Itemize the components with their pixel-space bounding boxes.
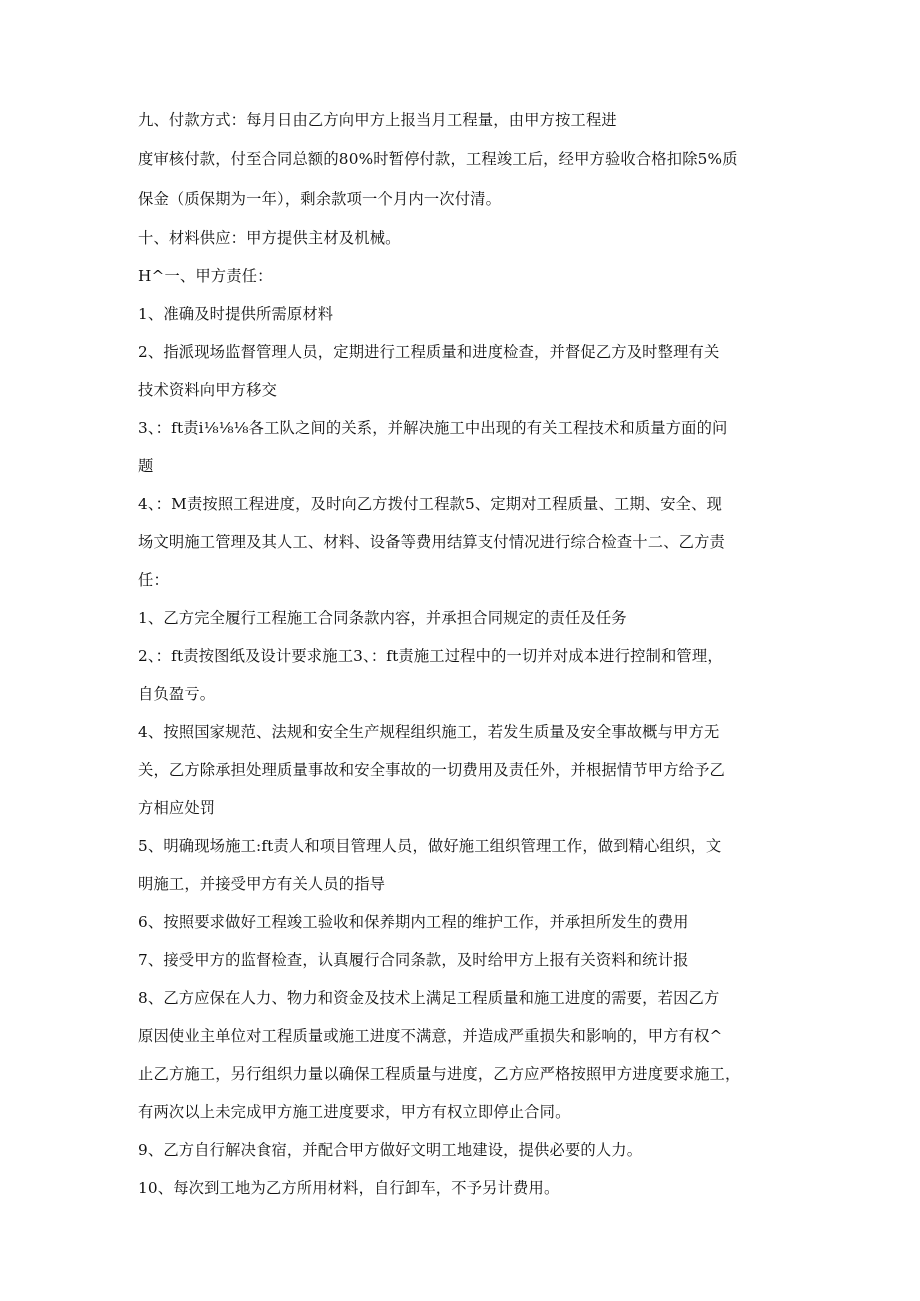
clause-9-payment-line-2: 度审核付款，付至合同总额的80%时暂停付款，工程竣工后，经甲方验收合格扣除5%质 (138, 150, 738, 168)
clause-10-materials: 十、材料供应：甲方提供主材及机械。 (138, 229, 401, 247)
party-b-item-8-line-3: 止乙方施工，另行组织力量以确保工程质量与进度，乙方应严格按照甲方进度要求施工， (138, 1065, 741, 1083)
party-b-item-5-line-1: 5、明确现场施工:ft责人和项目管理人员，做好施工组织管理工作，做到精心组织，文 (138, 837, 722, 855)
party-b-item-6: 6、按照要求做好工程竣工验收和保养期内工程的维护工作，并承担所发生的费用 (138, 913, 689, 931)
party-b-item-4-line-3: 方相应处罚 (138, 799, 216, 817)
party-b-item-8-line-2: 原因使业主单位对工程质量或施工进度不满意，并造成严重损失和影响的，甲方有权^ (138, 1027, 723, 1045)
party-a-item-1: 1、准确及时提供所需原材料 (138, 305, 334, 323)
party-b-item-10: 10、每次到工地为乙方所用材料，自行卸车，不予另计费用。 (138, 1179, 560, 1197)
party-b-item-1: 1、乙方完全履行工程施工合同条款内容，并承担合同规定的责任及任务 (138, 609, 627, 627)
party-a-item-2-line-1: 2、指派现场监督管理人员，定期进行工程质量和进度检查，并督促乙方及时整理有关 (138, 343, 720, 361)
party-a-item-4-line-2: 场文明施工管理及其人工、材料、设备等费用结算支付情况进行综合检查十二、乙方责 (138, 533, 725, 551)
clause-9-payment-line-1: 九、付款方式：每月日由乙方向甲方上报当月工程量，由甲方按工程进 (138, 111, 617, 129)
party-b-item-8-line-1: 8、乙方应保在人力、物力和资金及技术上满足工程质量和施工进度的需要，若因乙方 (138, 989, 720, 1007)
party-b-heading-tail: 任： (138, 571, 169, 589)
party-b-item-4-line-2: 关，乙方除承担处理质量事故和安全事故的一切费用及责任外，并根据情节甲方给予乙 (138, 761, 725, 779)
party-a-item-2-line-2: 技术资料向甲方移交 (138, 381, 278, 399)
party-b-item-2-line-2: 自负盈亏。 (138, 685, 216, 703)
party-b-item-4-line-1: 4、按照国家规范、法规和安全生产规程组织施工，若发生质量及安全事故概与甲方无 (138, 723, 720, 741)
party-a-item-3-line-1: 3、：ft责i⅛⅛⅛各工队之间的关系，并解决施工中出现的有关工程技术和质量方面的问 (138, 419, 728, 437)
party-a-item-3-line-2: 题 (138, 457, 154, 475)
clause-9-payment-line-3: 保金（质保期为一年），剩余款项一个月内一次付清。 (138, 190, 502, 208)
party-b-item-7: 7、接受甲方的监督检查，认真履行合同条款，及时给甲方上报有关资料和统计报 (138, 951, 689, 969)
party-b-item-5-line-2: 明施工，并接受甲方有关人员的指导 (138, 875, 386, 893)
clause-11-heading: H^一、甲方责任： (138, 267, 273, 285)
party-a-item-4-line-1: 4、：M责按照工程进度，及时向乙方拨付工程款5、定期对工程质量、工期、安全、现 (138, 495, 723, 513)
party-b-item-8-line-4: 有两次以上未完成甲方施工进度要求，甲方有权立即停止合同。 (138, 1103, 571, 1121)
party-b-item-2-line-1: 2、：ft责按图纸及设计要求施工3、：ft责施工过程中的一切并对成本进行控制和管理， (138, 647, 723, 665)
party-b-item-9: 9、乙方自行解决食宿，并配合甲方做好文明工地建设，提供必要的人力。 (138, 1141, 643, 1159)
